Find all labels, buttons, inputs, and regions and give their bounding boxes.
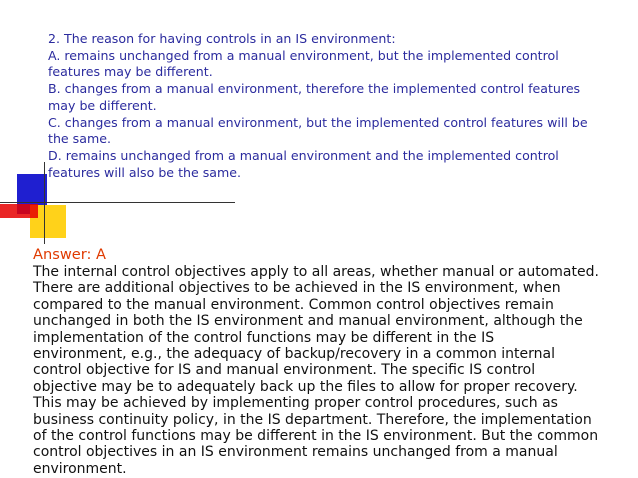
answer-line: control objectives in an IS environment remains unchanged from a manual (33, 444, 558, 461)
answer-line: environment, e.g., the adequacy of backup/recovery in a common internal (33, 346, 555, 363)
question-line: features will also be the same. (48, 164, 242, 180)
question-line: 2. The reason for having controls in an IS environment: (48, 31, 396, 46)
question-line: the same. (48, 131, 111, 147)
answer-label: Answer: A (33, 246, 107, 263)
question-line: A. remains unchanged from a manual environment, but the implemented control (48, 47, 559, 63)
question-line: features may be different. (48, 64, 213, 80)
answer-line: This may be achieved by implementing proper control procedures, such as (33, 395, 558, 412)
answer-line: business continuity policy, in the IS department. Therefore, the implementation (33, 411, 592, 428)
answer-line: environment. (33, 460, 127, 477)
answer-line: objective may be to adequately back up the files to allow for proper recovery. (33, 378, 578, 395)
question-line: C. changes from a manual environment, but the implemented control features will be (48, 114, 588, 130)
answer-line: compared to the manual environment. Common control objectives remain (33, 296, 554, 313)
decor-horizontal-line (0, 202, 235, 203)
answer-line: The internal control objectives apply to all areas, whether manual or automated. (33, 264, 599, 280)
answer-line: There are additional objectives to be achieved in the IS environment, when (33, 280, 561, 297)
decor-red-bar (0, 204, 38, 218)
question-line: D. remains unchanged from a manual environment and the implemented control (48, 147, 559, 163)
answer-line: unchanged in both the IS environment and manual environment, although the (33, 313, 583, 330)
question-line: B. changes from a manual environment, therefore the implemented control features (48, 81, 581, 97)
answer-line: control objective for IS and manual environment. The specific IS control (33, 362, 536, 379)
decor-vertical-line (44, 162, 45, 244)
answer-line: implementation of the control functions may be different in the IS (33, 329, 495, 346)
question-line: may be different. (48, 97, 157, 113)
answer-body (33, 264, 621, 477)
question-block (48, 31, 608, 181)
answer-line: of the control functions may be different in the IS environment. But the common (33, 428, 599, 445)
